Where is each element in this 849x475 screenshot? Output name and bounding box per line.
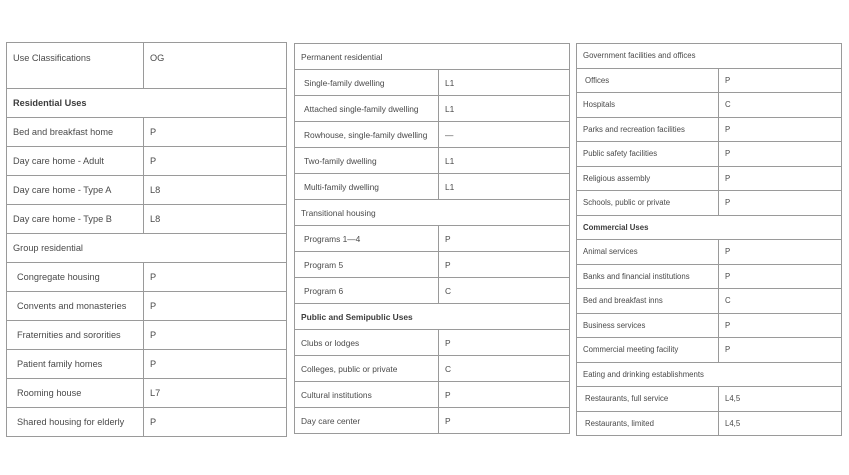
table-row bbox=[295, 356, 570, 382]
use-label-colleges-public-or-private: Colleges, public or private bbox=[295, 356, 439, 382]
use-label-day-care-home-type-b: Day care home - Type B bbox=[7, 205, 144, 234]
use-label-commercial-meeting-facility: Commercial meeting facility bbox=[577, 338, 719, 363]
table-row bbox=[7, 176, 287, 205]
table-row bbox=[7, 408, 287, 437]
use-label-clubs-or-lodges: Clubs or lodges bbox=[295, 330, 439, 356]
permit-code: L7 bbox=[144, 379, 287, 408]
use-label-rooming-house: Rooming house bbox=[7, 379, 144, 408]
permit-code: P bbox=[719, 313, 842, 338]
use-label-hospitals: Hospitals bbox=[577, 93, 719, 118]
use-label-rowhouse-single-family-dwelling: Rowhouse, single-family dwelling bbox=[295, 122, 439, 148]
permit-code: P bbox=[144, 321, 287, 350]
table-row bbox=[577, 142, 842, 167]
permit-code: — bbox=[439, 122, 570, 148]
use-classifications-table-3 bbox=[576, 43, 842, 436]
permit-code: P bbox=[719, 68, 842, 93]
use-label-two-family-dwelling: Two-family dwelling bbox=[295, 148, 439, 174]
permit-code: C bbox=[719, 289, 842, 314]
permit-code: P bbox=[144, 408, 287, 437]
use-label-attached-single-family-dwelling: Attached single-family dwelling bbox=[295, 96, 439, 122]
permit-code: C bbox=[439, 278, 570, 304]
use-label-fraternities-and-sororities: Fraternities and sororities bbox=[7, 321, 144, 350]
use-label-restaurants-full-service: Restaurants, full service bbox=[577, 387, 719, 412]
table-row bbox=[7, 292, 287, 321]
table-row bbox=[7, 379, 287, 408]
permit-code: P bbox=[439, 408, 570, 434]
permit-code: P bbox=[719, 166, 842, 191]
table-row bbox=[295, 44, 570, 70]
table-row bbox=[295, 226, 570, 252]
permit-code: P bbox=[439, 252, 570, 278]
permit-code: P bbox=[719, 338, 842, 363]
permit-code: P bbox=[144, 147, 287, 176]
use-classifications-table-2 bbox=[294, 43, 570, 434]
use-label-restaurants-limited: Restaurants, limited bbox=[577, 411, 719, 436]
table-row bbox=[295, 408, 570, 434]
group-label: Permanent residential bbox=[295, 44, 570, 70]
table-row bbox=[577, 264, 842, 289]
permit-code: L8 bbox=[144, 205, 287, 234]
use-label-cultural-institutions: Cultural institutions bbox=[295, 382, 439, 408]
permit-code: L1 bbox=[439, 96, 570, 122]
use-label-programs-1-4: Programs 1—4 bbox=[295, 226, 439, 252]
permit-code: L4,5 bbox=[719, 411, 842, 436]
table-row bbox=[577, 313, 842, 338]
use-label-bed-and-breakfast-home: Bed and breakfast home bbox=[7, 118, 144, 147]
use-classifications-table-1 bbox=[6, 42, 287, 437]
table-row bbox=[7, 147, 287, 176]
header-label: Use Classifications bbox=[7, 43, 144, 89]
use-label-religious-assembly: Religious assembly bbox=[577, 166, 719, 191]
table-row bbox=[577, 68, 842, 93]
table-row bbox=[577, 44, 842, 69]
use-label-program-6: Program 6 bbox=[295, 278, 439, 304]
permit-code: C bbox=[719, 93, 842, 118]
group-label: Transitional housing bbox=[295, 200, 570, 226]
permit-code: L1 bbox=[439, 70, 570, 96]
table-row bbox=[295, 382, 570, 408]
table-row bbox=[295, 200, 570, 226]
section-heading: Public and Semipublic Uses bbox=[295, 304, 570, 330]
permit-code: P bbox=[144, 118, 287, 147]
table-row bbox=[295, 174, 570, 200]
permit-code: P bbox=[144, 350, 287, 379]
table-row bbox=[295, 252, 570, 278]
table-row bbox=[577, 362, 842, 387]
table-row bbox=[295, 278, 570, 304]
use-label-patient-family-homes: Patient family homes bbox=[7, 350, 144, 379]
group-label: Government facilities and offices bbox=[577, 44, 842, 69]
table-row bbox=[295, 330, 570, 356]
section-heading: Residential Uses bbox=[7, 89, 287, 118]
use-label-offices: Offices bbox=[577, 68, 719, 93]
table-row bbox=[577, 191, 842, 216]
table-row bbox=[7, 118, 287, 147]
permit-code: L4,5 bbox=[719, 387, 842, 412]
permit-code: L1 bbox=[439, 174, 570, 200]
use-label-shared-housing-for-elderly: Shared housing for elderly bbox=[7, 408, 144, 437]
group-label: Eating and drinking establishments bbox=[577, 362, 842, 387]
table-row bbox=[577, 338, 842, 363]
table-row bbox=[7, 263, 287, 292]
table-row bbox=[295, 96, 570, 122]
use-label-day-care-center: Day care center bbox=[295, 408, 439, 434]
table-row bbox=[577, 166, 842, 191]
table-row bbox=[577, 240, 842, 265]
permit-code: C bbox=[439, 356, 570, 382]
use-label-bed-and-breakfast-inns: Bed and breakfast inns bbox=[577, 289, 719, 314]
use-label-animal-services: Animal services bbox=[577, 240, 719, 265]
use-label-day-care-home-type-a: Day care home - Type A bbox=[7, 176, 144, 205]
permit-code: P bbox=[719, 264, 842, 289]
table-row bbox=[7, 89, 287, 118]
table-row bbox=[7, 205, 287, 234]
permit-code: P bbox=[439, 330, 570, 356]
table-row bbox=[577, 387, 842, 412]
use-label-convents-and-monasteries: Convents and monasteries bbox=[7, 292, 144, 321]
table-row bbox=[7, 234, 287, 263]
table-row bbox=[295, 70, 570, 96]
table-row bbox=[577, 117, 842, 142]
use-label-single-family-dwelling: Single-family dwelling bbox=[295, 70, 439, 96]
use-label-congregate-housing: Congregate housing bbox=[7, 263, 144, 292]
permit-code: L1 bbox=[439, 148, 570, 174]
permit-code: P bbox=[719, 240, 842, 265]
table-row bbox=[295, 148, 570, 174]
table-row bbox=[295, 122, 570, 148]
use-label-program-5: Program 5 bbox=[295, 252, 439, 278]
permit-code: P bbox=[719, 117, 842, 142]
use-label-business-services: Business services bbox=[577, 313, 719, 338]
group-label: Group residential bbox=[7, 234, 287, 263]
use-label-banks-and-financial-institutions: Banks and financial institutions bbox=[577, 264, 719, 289]
permit-code: P bbox=[144, 263, 287, 292]
permit-code: P bbox=[439, 226, 570, 252]
table-row bbox=[7, 321, 287, 350]
use-label-public-safety-facilities: Public safety facilities bbox=[577, 142, 719, 167]
permit-code: P bbox=[719, 191, 842, 216]
table-header-row bbox=[7, 43, 287, 89]
permit-code: P bbox=[439, 382, 570, 408]
use-label-parks-and-recreation-facilities: Parks and recreation facilities bbox=[577, 117, 719, 142]
table-row bbox=[7, 350, 287, 379]
table-row bbox=[577, 215, 842, 240]
permit-code: P bbox=[719, 142, 842, 167]
table-row bbox=[577, 289, 842, 314]
use-label-multi-family-dwelling: Multi-family dwelling bbox=[295, 174, 439, 200]
section-heading: Commercial Uses bbox=[577, 215, 842, 240]
table-row bbox=[577, 93, 842, 118]
table-row bbox=[295, 304, 570, 330]
use-label-schools-public-or-private: Schools, public or private bbox=[577, 191, 719, 216]
use-label-day-care-home-adult: Day care home - Adult bbox=[7, 147, 144, 176]
table-row bbox=[577, 411, 842, 436]
header-zone-code: OG bbox=[144, 43, 287, 89]
permit-code: P bbox=[144, 292, 287, 321]
permit-code: L8 bbox=[144, 176, 287, 205]
